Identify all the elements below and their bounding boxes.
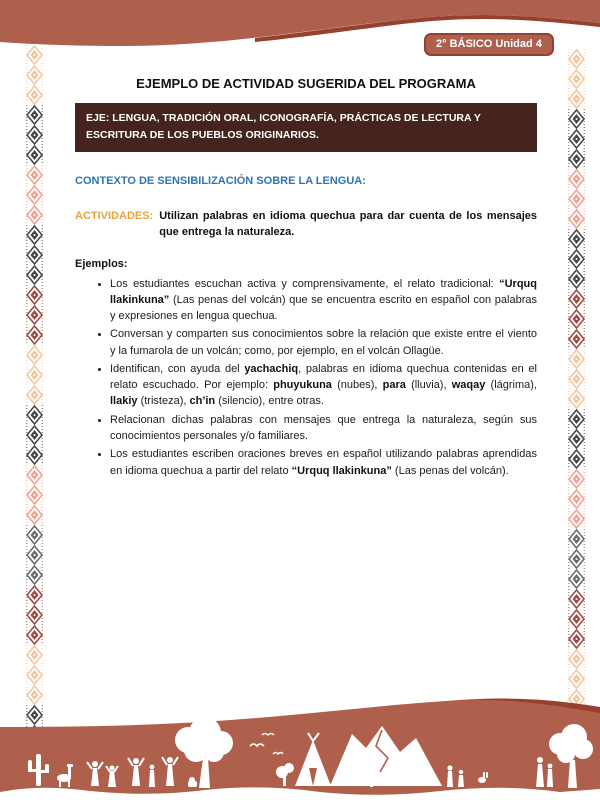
- list-item: • Identifican, con ayuda del yachachiq, palabras en idioma quechua contenidas en el relato escuchado. Por ejemplo: phuyukuna (nubes), para (lluvia), waqay (lágrima), llakiy (tristeza), ch’in (silencio), entre otras.: [110, 361, 537, 410]
- activities-label: ACTIVIDADES:: [75, 209, 154, 222]
- context-heading: CONTEXTO DE SENSIBILIZACIÓN SOBRE LA LENGUA:: [75, 174, 366, 187]
- page-title: EJEMPLO DE ACTIVIDAD SUGERIDA DEL PROGRAMA: [136, 76, 476, 91]
- list-item: • Los estudiantes escuchan activa y comprensivamente, el relato tradicional: “Urquq llakinkuna” (Las penas del volcán) que se encuentra escrito en español con palabras y expresiones en lengua quechua.: [110, 276, 537, 325]
- examples-list: [75, 276, 537, 479]
- examples-heading: Ejemplos:: [75, 257, 128, 270]
- list-item: • Relacionan dichas palabras con mensajes que entrega la naturaleza, según sus conocimientos personales y/o familiares.: [110, 412, 537, 445]
- document-content: [75, 0, 537, 481]
- landscape-silhouette: [0, 688, 600, 800]
- andean-textile-border-left: [26, 45, 43, 735]
- unit-badge: 2° BÁSICO Unidad 4: [424, 33, 554, 56]
- activities-paragraph: [75, 208, 537, 241]
- list-item: • Conversan y comparten sus conocimientos sobre la relación que existe entre el viento y la fumarola de un volcán; como, por ejemplo, en el volcán Ollagüe.: [110, 326, 537, 359]
- andean-textile-border-right: [568, 49, 585, 705]
- list-item: • Los estudiantes escriben oraciones breves en español utilizando palabras aprendidas en idioma quechua a partir del relato “Urquq llakinkuna” (Las penas del volcán).: [110, 446, 537, 479]
- activities-text: Utilizan palabras en idioma quechua para dar cuenta de los mensajes que entrega la naturaleza.: [159, 209, 537, 239]
- eje-banner: EJE: LENGUA, TRADICIÓN ORAL, ICONOGRAFÍA, PRÁCTICAS DE LECTURA Y ESCRITURA DE LOS PUEBLOS ORIGINARIOS.: [75, 103, 537, 152]
